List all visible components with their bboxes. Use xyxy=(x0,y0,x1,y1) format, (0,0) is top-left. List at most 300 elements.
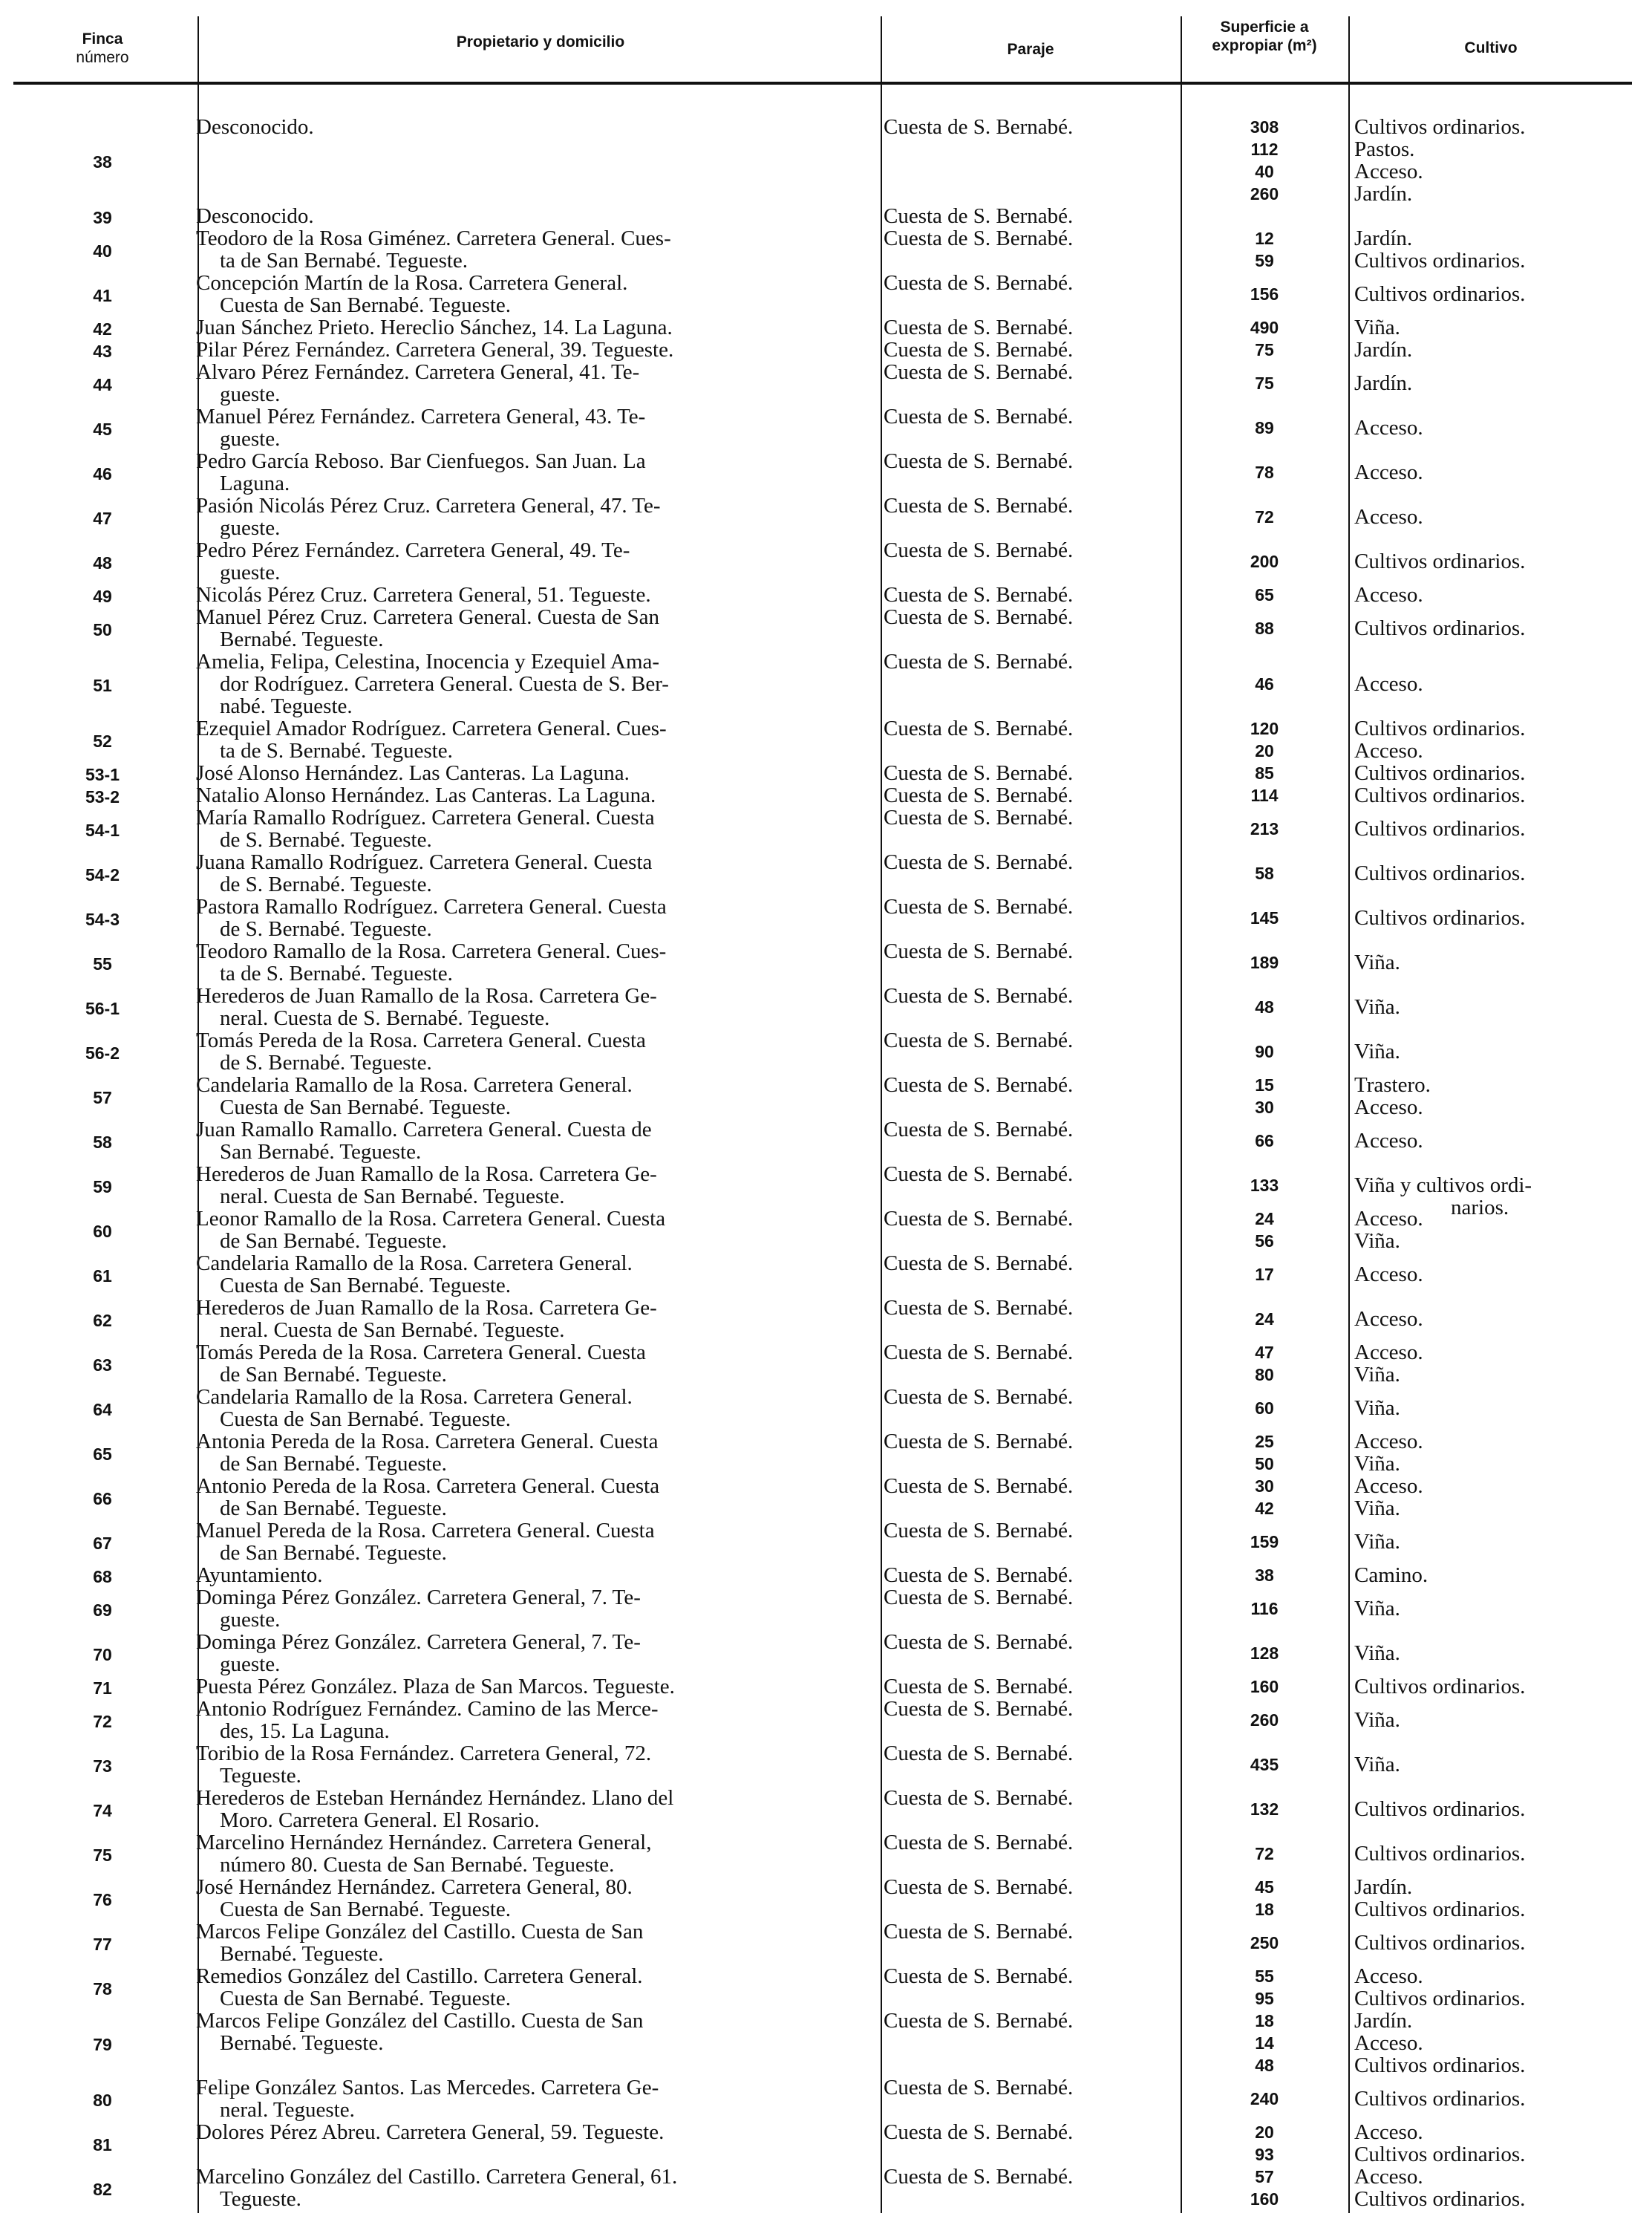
cultivo xyxy=(1354,1831,1632,1865)
superficie xyxy=(1186,807,1342,840)
superficie xyxy=(1186,339,1342,361)
paraje: Cuesta de S. Bernabé. xyxy=(884,494,1074,518)
owner-address xyxy=(196,1787,872,1831)
paraje: Cuesta de S. Bernabé. xyxy=(884,1742,1074,1765)
paraje: Cuesta de S. Bernabé. xyxy=(884,1474,1074,1498)
superficie-value: 60 xyxy=(1255,1398,1274,1418)
owner-line: de San Bernabé. Tegueste. xyxy=(220,1452,447,1476)
table-row xyxy=(13,1742,1632,1787)
owner-address xyxy=(196,1386,872,1430)
paraje: Cuesta de S. Bernabé. xyxy=(884,1073,1074,1097)
finca-number: 41 xyxy=(93,286,112,305)
cultivo xyxy=(1354,272,1632,305)
owner-line: gueste. xyxy=(220,561,281,584)
paraje: Cuesta de S. Bernabé. xyxy=(884,1430,1074,1453)
table-row xyxy=(13,1118,1632,1163)
superficie-value: 40 xyxy=(1255,162,1274,181)
owner-line: San Bernabé. Tegueste. xyxy=(220,1140,422,1164)
owner-line: neral. Cuesta de S. Bernabé. Tegueste. xyxy=(220,1006,550,1030)
owner-address xyxy=(196,2010,872,2054)
paraje: Cuesta de S. Bernabé. xyxy=(884,2165,1074,2189)
superficie-value: 66 xyxy=(1255,1131,1274,1150)
cultivo-value: Cultivos ordinarios. xyxy=(1354,761,1526,785)
owner-address xyxy=(196,940,872,985)
table-row xyxy=(13,985,1632,1029)
cultivo xyxy=(1354,316,1632,339)
paraje: Cuesta de S. Bernabé. xyxy=(884,1162,1074,1186)
superficie xyxy=(1186,316,1342,339)
superficie xyxy=(1186,1787,1342,1820)
finca-number: 57 xyxy=(93,1088,112,1107)
owner-address xyxy=(196,539,872,584)
cultivo-value: Acceso. xyxy=(1354,2120,1423,2144)
superficie-value: 159 xyxy=(1250,1532,1279,1551)
table-row xyxy=(13,1564,1632,1586)
owner-line: María Ramallo Rodríguez. Carretera General. Cuesta xyxy=(196,806,655,830)
superficie-value: 78 xyxy=(1255,463,1274,482)
cultivo-value: Acceso. xyxy=(1354,416,1423,440)
paraje: Cuesta de S. Bernabé. xyxy=(884,1251,1074,1275)
owner-address xyxy=(196,316,872,339)
owner-line: Ayuntamiento. xyxy=(196,1563,323,1587)
cultivo-value: Cultivos ordinarios. xyxy=(1354,2187,1526,2211)
owner-line: Pedro Pérez Fernández. Carretera General, 49. Te- xyxy=(196,538,630,562)
finca-number: 58 xyxy=(93,1133,112,1152)
table-row xyxy=(13,1519,1632,1564)
paraje: Cuesta de S. Bernabé. xyxy=(884,115,1074,139)
owner-line: de S. Bernabé. Tegueste. xyxy=(220,917,432,941)
superficie-value: 12 xyxy=(1255,229,1274,248)
owner-address xyxy=(196,450,872,495)
owner-address xyxy=(196,1831,872,1876)
cultivo xyxy=(1354,940,1632,974)
cultivo-value: Cultivos ordinarios. xyxy=(1354,2143,1526,2166)
owner-address xyxy=(196,784,872,807)
table-row xyxy=(13,1675,1632,1698)
paraje: Cuesta de S. Bernabé. xyxy=(884,1118,1074,1141)
paraje: Cuesta de S. Bernabé. xyxy=(884,806,1074,830)
cultivo xyxy=(1354,1631,1632,1664)
cultivo-value: Jardín. xyxy=(1354,338,1413,362)
superficie-value: 250 xyxy=(1250,1933,1279,1952)
cultivo xyxy=(1354,1386,1632,1419)
table-row xyxy=(13,116,1632,205)
document-page xyxy=(13,16,1632,2215)
cultivo-value: Acceso. xyxy=(1354,1340,1423,1364)
superficie-value: 14 xyxy=(1255,2033,1274,2053)
paraje: Cuesta de S. Bernabé. xyxy=(884,2120,1074,2144)
paraje: Cuesta de S. Bernabé. xyxy=(884,1385,1074,1409)
owner-line: nabé. Tegueste. xyxy=(220,694,353,718)
superficie xyxy=(1186,717,1342,762)
cultivo-value: Cultivos ordinarios. xyxy=(1354,817,1526,841)
owner-line: ta de S. Bernabé. Tegueste. xyxy=(220,962,453,986)
superficie-value: 47 xyxy=(1255,1343,1274,1362)
finca-number: 77 xyxy=(93,1935,112,1954)
owner-line: Marcos Felipe González del Castillo. Cuesta de San xyxy=(196,1920,644,1944)
finca-number: 79 xyxy=(93,2035,112,2054)
finca-number: 54-2 xyxy=(85,865,120,885)
owner-line: Cuesta de San Bernabé. Tegueste. xyxy=(220,1407,512,1431)
cultivo-value: Acceso. xyxy=(1354,1129,1423,1153)
owner-line: Pasión Nicolás Pérez Cruz. Carretera General, 47. Te- xyxy=(196,494,661,518)
finca-number: 71 xyxy=(93,1678,112,1698)
cultivo-value: Cultivos ordinarios. xyxy=(1354,1987,1526,2010)
superficie-value: 18 xyxy=(1255,2011,1274,2030)
cultivo xyxy=(1354,985,1632,1018)
table-row xyxy=(13,339,1632,361)
superficie-value: 65 xyxy=(1255,585,1274,605)
superficie-value: 20 xyxy=(1255,741,1274,760)
finca-number: 44 xyxy=(93,375,112,394)
owner-line: Remedios González del Castillo. Carretera General. xyxy=(196,1964,643,1988)
owner-line: Manuel Pereda de la Rosa. Carretera General. Cuesta xyxy=(196,1519,655,1542)
cultivo xyxy=(1354,1921,1632,1954)
cultivo-value: Viña. xyxy=(1354,1597,1400,1620)
superficie xyxy=(1186,1921,1342,1954)
owner-line: Marcelino Hernández Hernández. Carretera General, xyxy=(196,1831,652,1854)
owner-address xyxy=(196,1698,872,1742)
cultivo-value: Pastos. xyxy=(1354,137,1415,161)
table-row xyxy=(13,851,1632,896)
owner-line: Ezequiel Amador Rodríguez. Carretera General. Cues- xyxy=(196,717,667,740)
superficie-value: 56 xyxy=(1255,1231,1274,1251)
cultivo xyxy=(1354,495,1632,528)
owner-line: Laguna. xyxy=(220,472,290,495)
superficie xyxy=(1186,1118,1342,1152)
superficie xyxy=(1186,940,1342,974)
superficie xyxy=(1186,1163,1342,1196)
cultivo xyxy=(1354,1876,1632,1921)
owner-line: Tomás Pereda de la Rosa. Carretera General. Cuesta xyxy=(196,1340,646,1364)
owner-line: neral. Cuesta de San Bernabé. Tegueste. xyxy=(220,1185,565,1208)
superficie xyxy=(1186,1341,1342,1386)
cultivo xyxy=(1354,1118,1632,1152)
finca-number: 63 xyxy=(93,1355,112,1375)
finca-number: 74 xyxy=(93,1801,112,1820)
cultivo-value: Cultivos ordinarios. xyxy=(1354,1897,1526,1921)
owner-line: neral. Tegueste. xyxy=(220,2098,355,2122)
owner-line: Felipe González Santos. Las Mercedes. Carretera Ge- xyxy=(196,2076,659,2099)
cultivo-value: Viña. xyxy=(1354,1363,1400,1387)
owner-line: Herederos de Esteban Hernández Hernández. Llano del xyxy=(196,1786,674,1810)
superficie xyxy=(1186,1564,1342,1586)
owner-address xyxy=(196,1564,872,1586)
superficie-value: 260 xyxy=(1250,1710,1279,1730)
superficie-value: 95 xyxy=(1255,1989,1274,2008)
paraje: Cuesta de S. Bernabé. xyxy=(884,338,1074,362)
table-row xyxy=(13,2010,1632,2076)
superficie xyxy=(1186,405,1342,439)
owner-line: Pedro García Reboso. Bar Cienfuegos. San Juan. La xyxy=(196,449,646,473)
finca-number: 40 xyxy=(93,241,112,261)
table-row xyxy=(13,1787,1632,1831)
table-row xyxy=(13,227,1632,272)
superficie xyxy=(1186,1675,1342,1698)
finca-number: 53-1 xyxy=(85,765,120,784)
finca-number: 76 xyxy=(93,1890,112,1909)
table-row xyxy=(13,495,1632,539)
superficie xyxy=(1186,896,1342,929)
cultivo-value: Camino. xyxy=(1354,1563,1429,1587)
owner-line: Dominga Pérez González. Carretera General, 7. Te- xyxy=(196,1630,641,1654)
header-finca xyxy=(13,30,192,67)
owner-line: Concepción Martín de la Rosa. Carretera General. xyxy=(196,271,628,295)
superficie xyxy=(1186,784,1342,807)
owner-line: de San Bernabé. Tegueste. xyxy=(220,1229,447,1253)
owner-line: José Alonso Hernández. Las Canteras. La Laguna. xyxy=(196,761,630,785)
cultivo xyxy=(1354,539,1632,573)
superficie-value: 59 xyxy=(1255,251,1274,270)
owner-line: Moro. Carretera General. El Rosario. xyxy=(220,1808,540,1832)
cultivo-value: Viña. xyxy=(1354,316,1400,339)
superficie-value: 80 xyxy=(1255,1365,1274,1384)
paraje: Cuesta de S. Bernabé. xyxy=(884,227,1074,250)
cultivo-value: Jardín. xyxy=(1354,1875,1413,1899)
owner-line: gueste. xyxy=(220,1652,281,1676)
superficie-value: 308 xyxy=(1250,117,1279,137)
finca-number: 66 xyxy=(93,1489,112,1508)
superficie xyxy=(1186,1074,1342,1118)
owner-line: Dominga Pérez González. Carretera General, 7. Te- xyxy=(196,1586,641,1609)
cultivo xyxy=(1354,1074,1632,1118)
owner-address xyxy=(196,651,872,717)
owner-line: Desconocido. xyxy=(196,115,314,139)
owner-line: gueste. xyxy=(220,427,281,451)
owner-line: Puesta Pérez González. Plaza de San Marcos. Tegueste. xyxy=(196,1675,675,1698)
paraje: Cuesta de S. Bernabé. xyxy=(884,1519,1074,1542)
cultivo-value: Jardín. xyxy=(1354,227,1413,250)
cultivo-value: Cultivos ordinarios. xyxy=(1354,282,1526,306)
paraje: Cuesta de S. Bernabé. xyxy=(884,605,1074,629)
superficie-value: 120 xyxy=(1250,719,1279,738)
finca-number: 56-2 xyxy=(85,1043,120,1063)
owner-address xyxy=(196,807,872,851)
owner-address xyxy=(196,1208,872,1252)
owner-address xyxy=(196,1631,872,1675)
owner-line: número 80. Cuesta de San Bernabé. Tegueste. xyxy=(220,1853,615,1877)
header-paraje: Paraje xyxy=(1007,41,1054,58)
superficie-value: 85 xyxy=(1255,763,1274,783)
table-row xyxy=(13,405,1632,450)
cultivo xyxy=(1354,1252,1632,1286)
cultivo-value: Cultivos ordinarios. xyxy=(1354,861,1526,885)
owner-address xyxy=(196,227,872,272)
cultivo-value: Viña. xyxy=(1354,1396,1400,1420)
cultivo-value: Acceso. xyxy=(1354,1964,1423,1988)
cultivo-value: Viña. xyxy=(1354,1530,1400,1554)
table-row xyxy=(13,1698,1632,1742)
owner-line: Marcos Felipe González del Castillo. Cuesta de San xyxy=(196,2009,644,2033)
finca-number: 45 xyxy=(93,420,112,439)
paraje: Cuesta de S. Bernabé. xyxy=(884,204,1074,228)
paraje: Cuesta de S. Bernabé. xyxy=(884,1831,1074,1854)
finca-number: 53-2 xyxy=(85,787,120,807)
superficie xyxy=(1186,1475,1342,1519)
owner-address xyxy=(196,1475,872,1519)
header-rule xyxy=(13,82,1632,85)
superficie xyxy=(1186,272,1342,305)
finca-number: 46 xyxy=(93,464,112,483)
owner-address xyxy=(196,1430,872,1475)
owner-line: Juan Ramallo Ramallo. Carretera General. Cuesta de xyxy=(196,1118,652,1141)
table-row xyxy=(13,762,1632,784)
table-row xyxy=(13,361,1632,405)
owner-line: gueste. xyxy=(220,516,281,540)
cultivo xyxy=(1354,339,1632,361)
cultivo-value: Cultivos ordinarios. xyxy=(1354,784,1526,807)
superficie xyxy=(1186,361,1342,394)
superficie-value: 90 xyxy=(1255,1042,1274,1061)
cultivo xyxy=(1354,116,1632,205)
owner-line: Cuesta de San Bernabé. Tegueste. xyxy=(220,1095,512,1119)
table-row xyxy=(13,1831,1632,1876)
owner-line: Juan Sánchez Prieto. Hereclio Sánchez, 14. La Laguna. xyxy=(196,316,673,339)
superficie-value: 240 xyxy=(1250,2089,1279,2108)
owner-address xyxy=(196,272,872,316)
owner-line: neral. Cuesta de San Bernabé. Tegueste. xyxy=(220,1318,565,1342)
cultivo-value: Cultivos ordinarios. xyxy=(1354,2087,1526,2111)
owner-address xyxy=(196,339,872,361)
owner-address xyxy=(196,896,872,940)
superficie xyxy=(1186,1297,1342,1330)
paraje: Cuesta de S. Bernabé. xyxy=(884,1697,1074,1721)
owner-address xyxy=(196,584,872,606)
table-row xyxy=(13,606,1632,651)
owner-address xyxy=(196,2076,872,2121)
cultivo-value: Cultivos ordinarios. xyxy=(1354,1842,1526,1866)
paraje: Cuesta de S. Bernabé. xyxy=(884,2009,1074,2033)
table-row xyxy=(13,584,1632,606)
finca-number: 54-3 xyxy=(85,910,120,929)
owner-line: Leonor Ramallo de la Rosa. Carretera General. Cuesta xyxy=(196,1207,666,1231)
paraje: Cuesta de S. Bernabé. xyxy=(884,984,1074,1008)
superficie xyxy=(1186,1698,1342,1731)
paraje: Cuesta de S. Bernabé. xyxy=(884,650,1074,674)
superficie xyxy=(1186,2010,1342,2076)
table-row xyxy=(13,2166,1632,2210)
owner-line: Candelaria Ramallo de la Rosa. Carretera General. xyxy=(196,1385,633,1409)
superficie xyxy=(1186,651,1342,695)
table-row xyxy=(13,717,1632,762)
finca-number: 72 xyxy=(93,1712,112,1731)
cultivo-value: Cultivos ordinarios. xyxy=(1354,1675,1526,1698)
cultivo-value: Cultivos ordinarios. xyxy=(1354,1797,1526,1821)
paraje: Cuesta de S. Bernabé. xyxy=(884,784,1074,807)
superficie xyxy=(1186,1742,1342,1776)
paraje: Cuesta de S. Bernabé. xyxy=(884,939,1074,963)
owner-address xyxy=(196,985,872,1029)
cultivo-value: Acceso. xyxy=(1354,2165,1423,2189)
owner-line: dor Rodríguez. Carretera General. Cuesta de S. Ber- xyxy=(220,672,669,696)
superficie xyxy=(1186,539,1342,573)
superficie-value: 200 xyxy=(1250,552,1279,571)
superficie-value: 160 xyxy=(1250,2189,1279,2209)
cultivo xyxy=(1354,651,1632,695)
cultivo xyxy=(1354,1742,1632,1776)
owner-line: Pilar Pérez Fernández. Carretera General, 39. Tegueste. xyxy=(196,338,674,362)
header-superficie-l1: Superficie a xyxy=(1220,19,1309,36)
owner-line: Pastora Ramallo Rodríguez. Carretera General. Cuesta xyxy=(196,895,667,919)
cultivo xyxy=(1354,1965,1632,2010)
superficie-value: 72 xyxy=(1255,1844,1274,1863)
header-finca-label: Finca xyxy=(82,30,123,48)
table-row xyxy=(13,1386,1632,1430)
owner-line: Cuesta de San Bernabé. Tegueste. xyxy=(220,293,512,317)
owner-line: de S. Bernabé. Tegueste. xyxy=(220,828,432,852)
table-row xyxy=(13,1475,1632,1519)
header-numero-label: número xyxy=(76,49,129,66)
owner-line: Marcelino González del Castillo. Carretera General, 61. xyxy=(196,2165,678,2189)
owner-line: Tomás Pereda de la Rosa. Carretera General. Cuesta xyxy=(196,1029,646,1052)
table-row xyxy=(13,272,1632,316)
table-row xyxy=(13,1965,1632,2010)
owner-line: Bernabé. Tegueste. xyxy=(220,1942,384,1966)
superficie xyxy=(1186,1519,1342,1553)
cultivo-value: Viña. xyxy=(1354,1496,1400,1520)
owner-line: Antonio Pereda de la Rosa. Carretera General. Cuesta xyxy=(196,1474,660,1498)
paraje: Cuesta de S. Bernabé. xyxy=(884,717,1074,740)
table-row xyxy=(13,896,1632,940)
cultivo-value: Acceso. xyxy=(1354,1307,1423,1331)
superficie-value: 17 xyxy=(1255,1265,1274,1284)
cultivo xyxy=(1354,807,1632,840)
superficie-value: 260 xyxy=(1250,184,1279,203)
owner-line: Tegueste. xyxy=(220,1764,301,1788)
table-row xyxy=(13,450,1632,495)
cultivo-value: Acceso. xyxy=(1354,1430,1423,1453)
cultivo xyxy=(1354,2121,1632,2166)
finca-number: 75 xyxy=(93,1846,112,1865)
cultivo-value: Cultivos ordinarios. xyxy=(1354,616,1526,640)
superficie-value: 46 xyxy=(1255,674,1274,694)
cultivo xyxy=(1354,405,1632,439)
owner-line: José Hernández Hernández. Carretera General, 80. xyxy=(196,1875,633,1899)
cultivo-value: Trastero. xyxy=(1354,1073,1431,1097)
cultivo-value: Acceso. xyxy=(1354,1474,1423,1498)
cultivo-value: Acceso. xyxy=(1354,1263,1423,1286)
cultivo xyxy=(1354,784,1632,807)
table-row xyxy=(13,940,1632,985)
table-row xyxy=(13,1252,1632,1297)
superficie-value: 189 xyxy=(1250,953,1279,972)
owner-line: Desconocido. xyxy=(196,204,314,228)
table-row xyxy=(13,205,1632,227)
superficie-value: 55 xyxy=(1255,1967,1274,1986)
superficie-value: 25 xyxy=(1255,1432,1274,1451)
cultivo-value: Jardín. xyxy=(1354,2009,1413,2033)
paraje: Cuesta de S. Bernabé. xyxy=(884,1340,1074,1364)
superficie xyxy=(1186,450,1342,483)
table-row xyxy=(13,807,1632,851)
superficie-value: 490 xyxy=(1250,318,1279,337)
owner-line: Alvaro Pérez Fernández. Carretera General, 41. Te- xyxy=(196,360,640,384)
cultivo xyxy=(1354,1698,1632,1731)
owner-address xyxy=(196,2166,872,2210)
cultivo xyxy=(1354,717,1632,762)
superficie-value: 112 xyxy=(1250,140,1279,159)
finca-number: 65 xyxy=(93,1444,112,1464)
table-row xyxy=(13,1631,1632,1675)
cultivo-value: Acceso. xyxy=(1354,160,1423,183)
superficie-value: 75 xyxy=(1255,340,1274,359)
paraje: Cuesta de S. Bernabé. xyxy=(884,1920,1074,1944)
cultivo-value: Viña. xyxy=(1354,1708,1400,1732)
owner-line: de San Bernabé. Tegueste. xyxy=(220,1363,447,1387)
table-row xyxy=(13,1297,1632,1341)
cultivo xyxy=(1354,2166,1632,2210)
finca-number: 43 xyxy=(93,342,112,361)
